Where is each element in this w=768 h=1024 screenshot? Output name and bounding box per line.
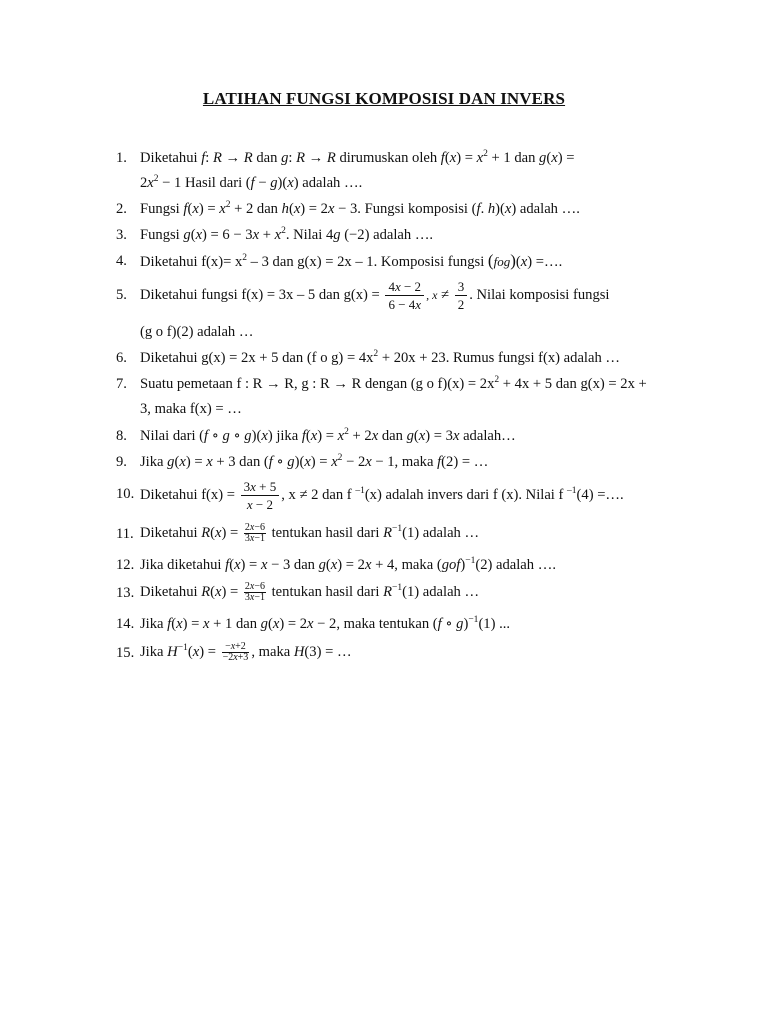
problem-text: Diketahui $f(x)= x^2 - 3$ dan g(x) = 2x – 1. Komposisi fungsi (fog)(x) =….	[140, 251, 563, 270]
problem-text: Fungsi $g(x) = 6 - 3x + x^2$. Nilai 4g (−2) adalah ….	[140, 226, 434, 243]
fraction: $\frac{2x-6}{3x-1}$	[244, 522, 265, 545]
problem-text: Jika diketahui f(x) = x − 3 dan g(x) = 2x + 4, maka (gof)$^{-1}$(2) adalah ….	[140, 556, 556, 573]
problem-number: 1.	[116, 150, 127, 166]
fraction: $\frac{3}{2}$	[455, 278, 468, 313]
problem-number: 13.	[116, 585, 135, 601]
problem-number: 3.	[116, 227, 127, 243]
problem-text: Diketahui f: R → R dan g: R → R dirumuskan oleh $f(x) = x^2 + 1$ dan g(x) = $2x^2 - 1$ Hasil dari (f − g)(x) adalah ….	[140, 149, 575, 191]
problem-number: 2.	[116, 201, 127, 217]
problem-text: Suatu pemetaan f : R → R, g : R → R dengan (g o $f)(x) = 2x^2 + 4x + 5$ dan g(x) = 2x + 3, maka f(x) = …	[140, 375, 647, 417]
fraction: $\frac{3x + 5}{x - 2}$	[241, 478, 280, 513]
problem-number: 15.	[116, 645, 135, 661]
problem-number: 5.	[116, 287, 127, 303]
problem-number: 11.	[116, 526, 134, 542]
problem-number: 4.	[116, 253, 127, 269]
fraction: $\frac{4x - 2}{6 - 4x}$	[385, 278, 424, 313]
problem-text: Jika $H^{-1}(x)$ = $\frac{-x+2}{-2x+3}$ , maka H(3) = …	[140, 641, 352, 664]
problem-number: 9.	[116, 454, 127, 470]
fraction: $\frac{2x-6}{3x-1}$	[244, 581, 265, 604]
problem-number: 7.	[116, 376, 127, 392]
problem-text: Jika g(x) = x + 3 dan (f ∘ $g)(x) = x^2 - 2x - 1$, maka f(2) = …	[140, 453, 489, 470]
problem-text: Diketahui R(x) = $\frac{2x-6}{3x-1}$ tentukan hasil dari $R^{-1}(1)$ adalah …	[140, 522, 480, 545]
problem-text: Nilai dari (f ∘ g ∘ g)(x) jika $f(x) = x^2 + 2x$ dan g(x) = 3x adalah…	[140, 427, 516, 444]
problem-text: (g o f)(2) adalah …	[140, 324, 254, 340]
problem-text: Diketahui R(x) = $\frac{2x-6}{3x-1}$ tentukan hasil dari $R^{-1}(1)$ adalah …	[140, 581, 480, 604]
problem-number: 10.	[116, 486, 135, 502]
problem-number: 6.	[116, 350, 127, 366]
problem-number: 14.	[116, 616, 135, 632]
problem-number: 8.	[116, 428, 127, 444]
problem-text: Diketahui f(x) = $\frac{3x + 5}{x - 2}$ , x ≠ 2 dan f $^{-1}$(x) adalah invers dari f (x). Nilai f $^{-1}$(4) =….	[140, 479, 624, 512]
page-title: LATIHAN FUNGSI KOMPOSISI DAN INVERS	[202, 89, 566, 108]
problem-text: Fungsi $f(x) = x^2 + 2$ dan h(x) = 2x − 3. Fungsi komposisi (f. h)(x) adalah ….	[140, 200, 580, 217]
problem-text: Jika f(x) = x + 1 dan g(x) = 2x − 2, maka tentukan (f ∘ g)$^{-1}$(1) ...	[140, 615, 511, 632]
fraction: $\frac{-x+2}{-2x+3}$	[222, 641, 249, 664]
problem-number: 12.	[116, 557, 135, 573]
problem-text: Diketahui fungsi f(x) = 3x – 5 dan g(x) = $\frac{4x - 2}{6 - 4x}$ , x ≠ $\frac{3}{2}$ . Nilai komposisi fungsi	[140, 279, 610, 312]
problem-text: Diketahui g(x) = 2x + 5 dan (f o $g) = 4x^2 + 20x + 23$. Rumus fungsi f(x) adalah …	[140, 349, 620, 366]
